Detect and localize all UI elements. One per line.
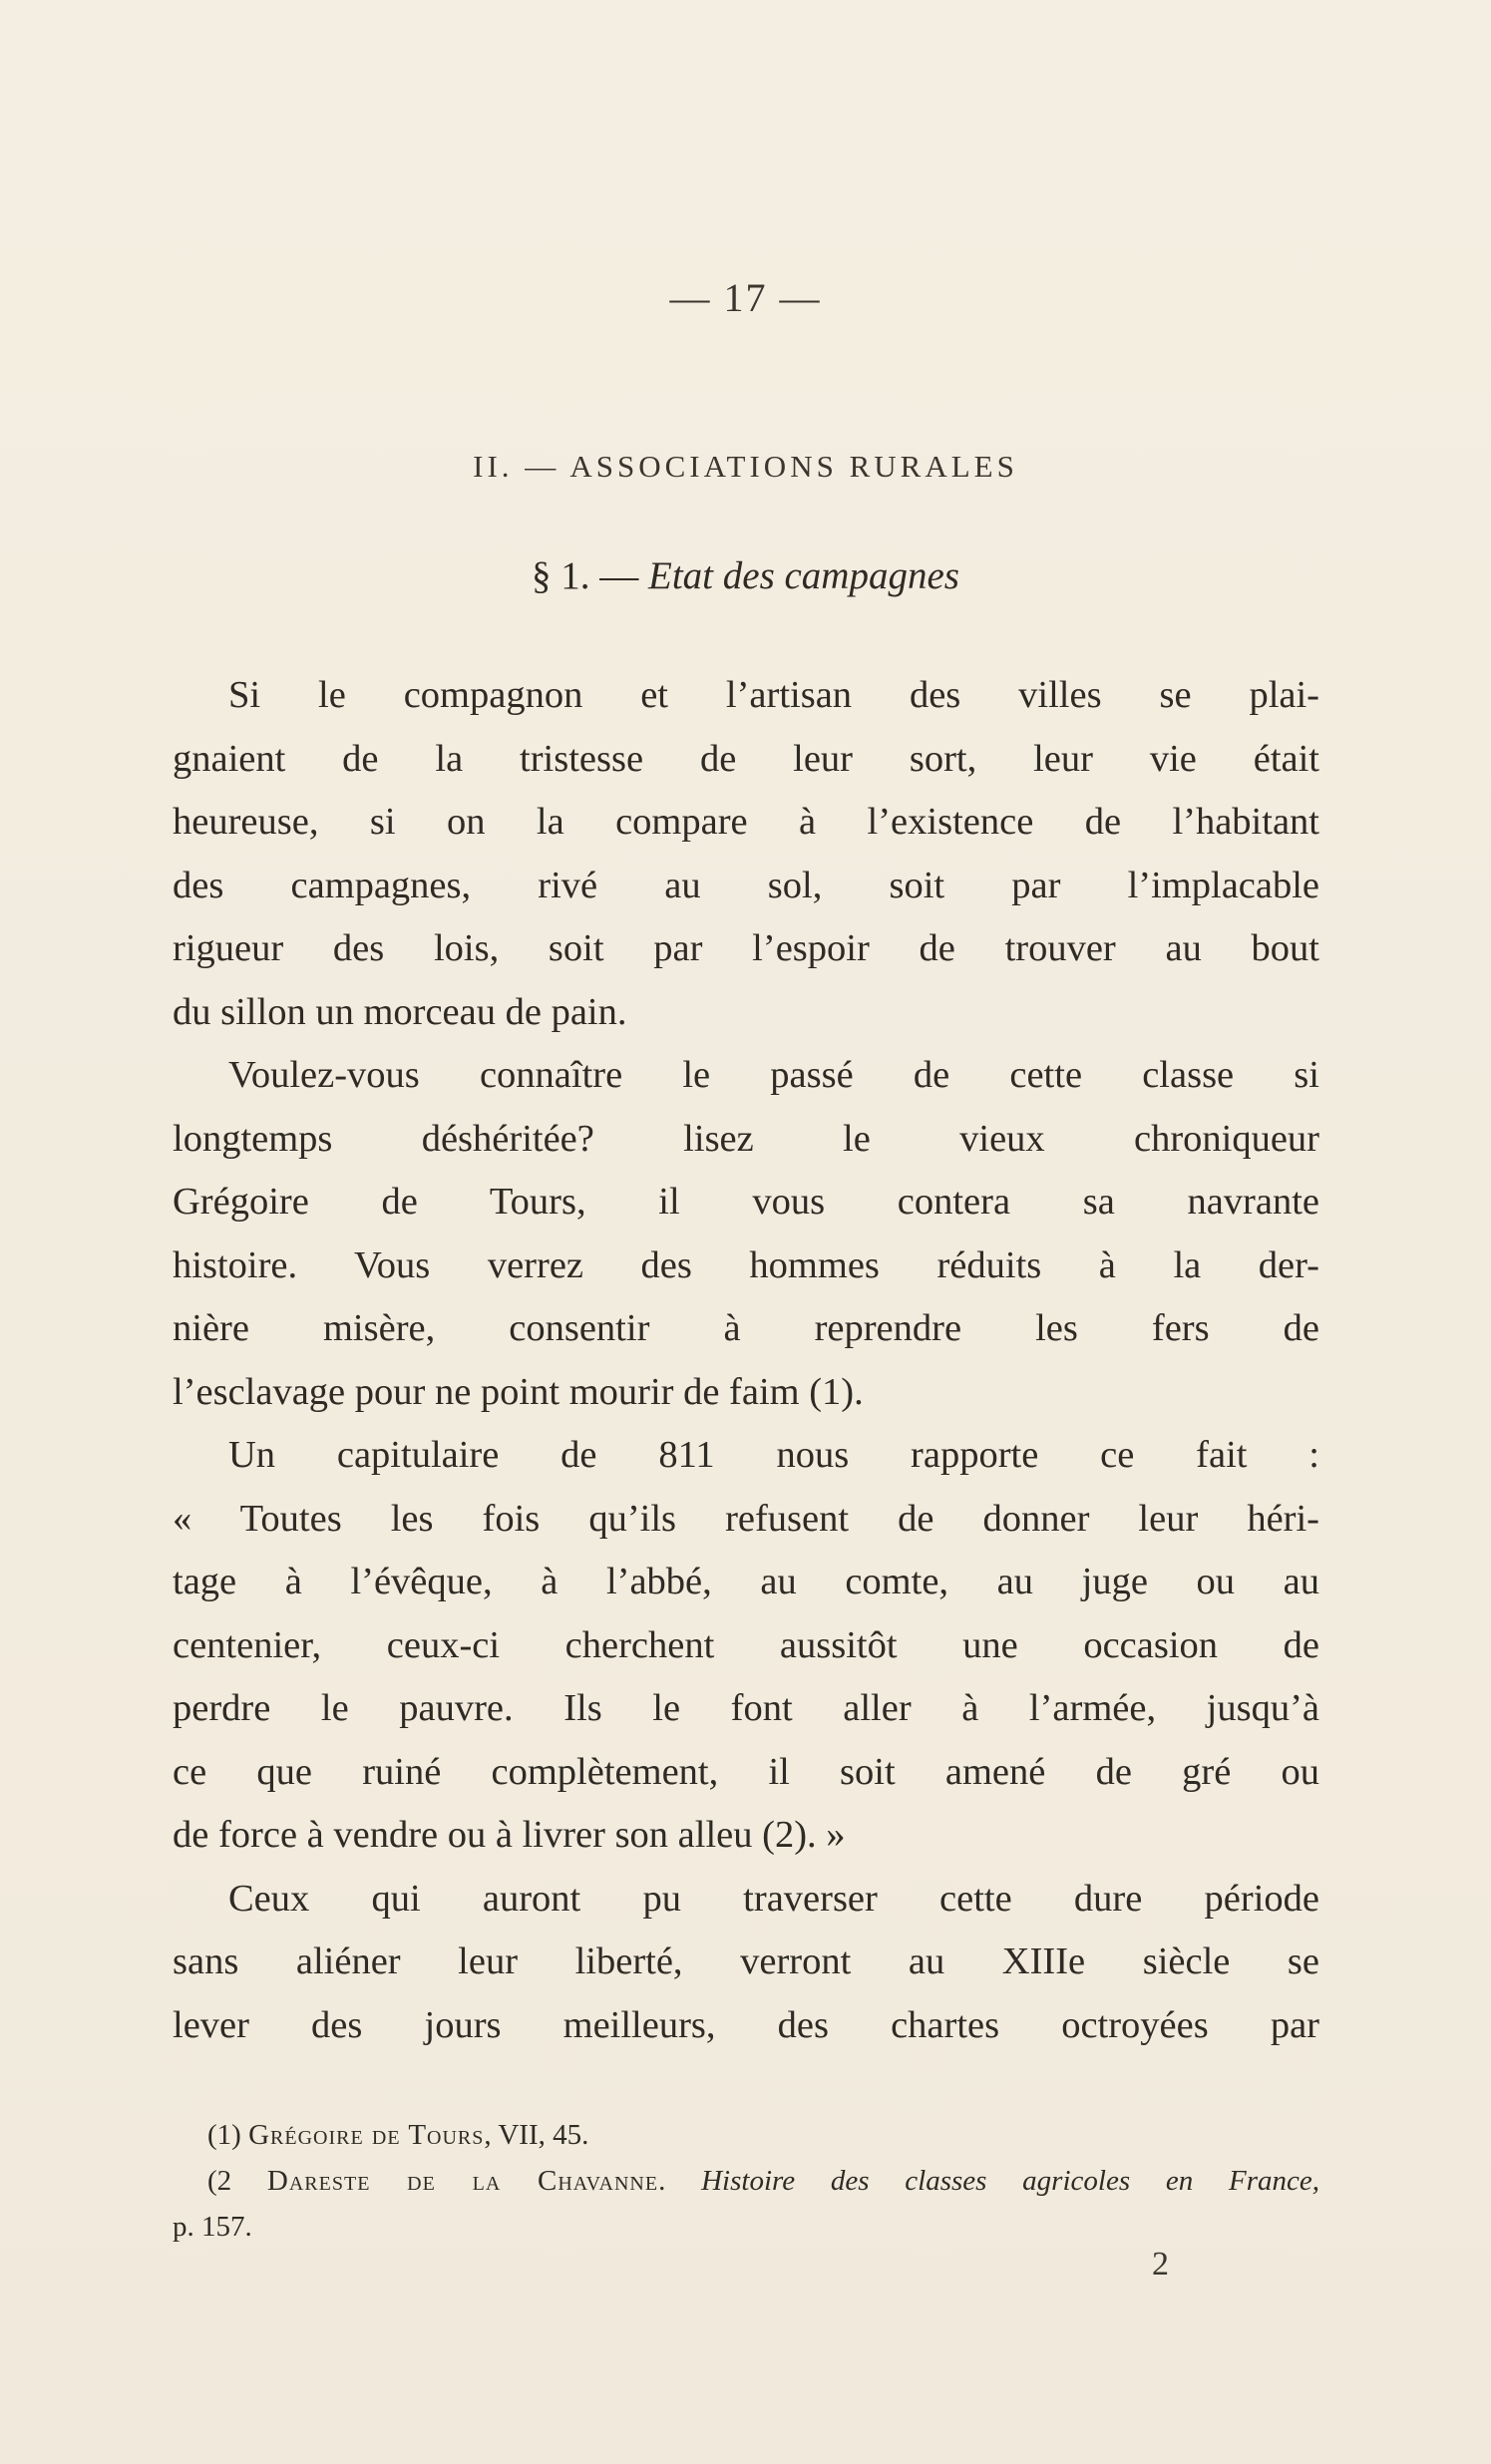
footnote-separator: . (658, 2165, 702, 2197)
footnotes (173, 2112, 1319, 2250)
footnote-author: Dareste de la Chavanne (266, 2165, 659, 2197)
text-line: centenier, ceux-ci cherchent aussitôt une occasion de (173, 1623, 1319, 1666)
text-line: heureuse, si on la compare à l’existence de l’habitant (173, 801, 1319, 843)
text-line: « Toutes les fois qu’ils refusent de donner leur héri- (173, 1497, 1319, 1540)
text-line: de force à vendre ou à livrer son alleu (2). » (173, 1814, 846, 1856)
text-line: Voulez-vous connaître le passé de cette classe si (228, 1054, 1319, 1096)
footnote-author: Grégoire de Tours (248, 2119, 485, 2151)
signature-mark: 2 (1152, 2246, 1169, 2283)
footnote-title: Histoire des classes agricoles en France, (701, 2165, 1319, 2197)
text-line: rigueur des lois, soit par l’espoir de trouver au bout (173, 927, 1319, 969)
footnote-marker: (2 (207, 2165, 267, 2197)
text-line: sans aliéner leur liberté, verront au XIIIe siècle se (173, 1940, 1319, 1982)
page-number: — 17 — (669, 275, 822, 320)
footnote-2-page: p. 157. (173, 2211, 252, 2243)
footnote-2 (173, 2158, 1319, 2204)
text-line: du sillon un morceau de pain. (173, 990, 627, 1033)
text-line: l’esclavage pour ne point mourir de faim (1). (173, 1370, 864, 1413)
text-line: Grégoire de Tours, il vous contera sa navrante (173, 1181, 1319, 1223)
footnote-reference: , VII, 45. (484, 2119, 589, 2151)
text-line: nière misère, consentir à reprendre les fers de (173, 1307, 1319, 1349)
text-line: longtemps déshéritée? lisez le vieux chroniqueur (173, 1117, 1319, 1160)
body-text (173, 664, 1319, 2057)
text-line: Un capitulaire de 811 nous rapporte ce fait : (228, 1434, 1319, 1476)
text-line: Ceux qui auront pu traverser cette dure période (228, 1877, 1319, 1920)
section-heading (0, 553, 1491, 598)
chapter-heading: II. — ASSOCIATIONS RURALES (473, 449, 1018, 484)
footnote-1 (173, 2112, 1319, 2158)
text-line: gnaient de la tristesse de leur sort, leur vie était (173, 737, 1319, 780)
section-number: § 1. — (532, 554, 649, 597)
text-line: histoire. Vous verrez des hommes réduits à la der- (173, 1243, 1319, 1286)
footnote-marker: (1) (207, 2119, 249, 2151)
text-line: des campagnes, rivé au sol, soit par l’implacable (173, 864, 1319, 906)
text-line: lever des jours meilleurs, des chartes octroyées par (173, 2003, 1319, 2046)
section-title: Etat des campagnes (648, 554, 959, 597)
text-line: tage à l’évêque, à l’abbé, au comte, au juge ou au (173, 1561, 1319, 1602)
text-line: ce que ruiné complètement, il soit amené de gré ou (173, 1750, 1319, 1793)
text-line: Si le compagnon et l’artisan des villes se plai- (228, 674, 1319, 716)
text-line: perdre le pauvre. Ils le font aller à l’armée, jusqu’à (173, 1687, 1319, 1729)
